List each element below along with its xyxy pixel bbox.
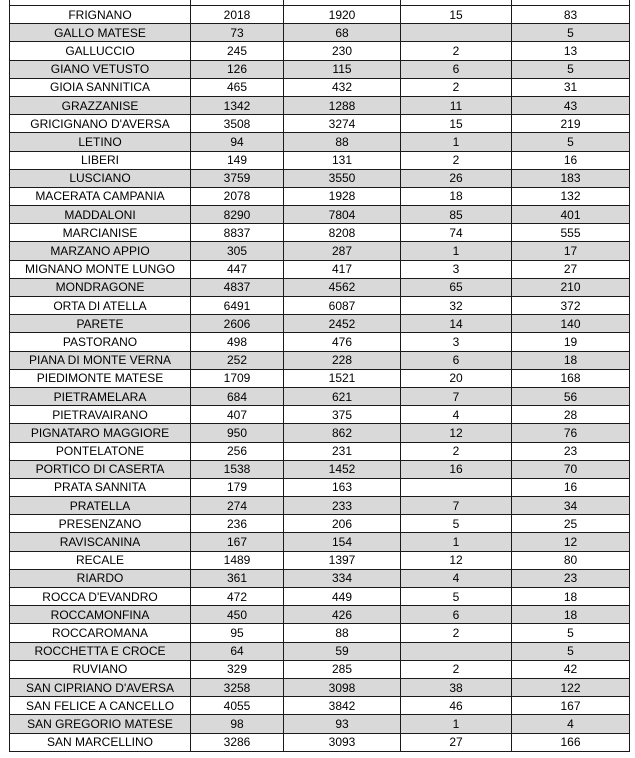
value-cell-4: 42 xyxy=(512,660,630,678)
value-cell-4: 4 xyxy=(512,715,630,733)
municipality-cell: RIARDO xyxy=(10,569,191,587)
table-row xyxy=(10,115,630,133)
value-cell-2: 233 xyxy=(284,497,401,515)
value-cell-2: 375 xyxy=(284,406,401,424)
table-row xyxy=(10,533,630,551)
table-row xyxy=(10,478,630,496)
value-cell-4: 17 xyxy=(512,242,630,260)
value-cell-4: 166 xyxy=(512,733,630,751)
value-cell-4: 18 xyxy=(512,606,630,624)
table-row xyxy=(10,515,630,533)
value-cell-2: 1288 xyxy=(284,96,401,114)
value-cell-1: 329 xyxy=(191,660,284,678)
value-cell-3: 85 xyxy=(401,206,512,224)
municipality-cell: MONDRAGONE xyxy=(10,278,191,296)
municipality-cell: RAVISCANINA xyxy=(10,533,191,551)
value-cell-2: 432 xyxy=(284,78,401,96)
table-row xyxy=(10,460,630,478)
value-cell-4: 43 xyxy=(512,96,630,114)
value-cell-1: 274 xyxy=(191,497,284,515)
value-cell-2: 6087 xyxy=(284,297,401,315)
municipality-cell: SAN GREGORIO MATESE xyxy=(10,715,191,733)
table-row xyxy=(10,351,630,369)
municipality-cell: LIBERI xyxy=(10,151,191,169)
municipality-cell: RECALE xyxy=(10,551,191,569)
value-cell-4: 5 xyxy=(512,133,630,151)
value-cell-1: 179 xyxy=(191,478,284,496)
value-cell-3: 5 xyxy=(401,588,512,606)
value-cell-3: 1 xyxy=(401,533,512,551)
value-cell-3: 2 xyxy=(401,660,512,678)
municipality-cell: ROCCAMONFINA xyxy=(10,606,191,624)
table-row xyxy=(10,242,630,260)
value-cell-3: 11 xyxy=(401,96,512,114)
table-row xyxy=(10,588,630,606)
municipality-cell: ROCCA D'EVANDRO xyxy=(10,588,191,606)
table-row xyxy=(10,315,630,333)
municipality-cell: PIGNATARO MAGGIORE xyxy=(10,424,191,442)
table-row xyxy=(10,78,630,96)
value-cell-3: 7 xyxy=(401,387,512,405)
value-cell-1: 447 xyxy=(191,260,284,278)
value-cell-2: 287 xyxy=(284,242,401,260)
value-cell-3: 32 xyxy=(401,297,512,315)
table-row xyxy=(10,697,630,715)
value-cell-1: 167 xyxy=(191,533,284,551)
value-cell-4: 70 xyxy=(512,460,630,478)
value-cell-4: 31 xyxy=(512,78,630,96)
value-cell-2: 59 xyxy=(284,642,401,660)
value-cell-1: 465 xyxy=(191,78,284,96)
value-cell-3: 26 xyxy=(401,169,512,187)
value-cell-1: 256 xyxy=(191,442,284,460)
value-cell-3: 12 xyxy=(401,551,512,569)
value-cell-2: 3550 xyxy=(284,169,401,187)
value-cell-2: 8208 xyxy=(284,224,401,242)
municipality-cell: LUSCIANO xyxy=(10,169,191,187)
value-cell-1: 450 xyxy=(191,606,284,624)
value-cell-3: 2 xyxy=(401,78,512,96)
value-cell-3: 2 xyxy=(401,151,512,169)
value-cell-3: 3 xyxy=(401,260,512,278)
value-cell-3: 7 xyxy=(401,497,512,515)
value-cell-4: 19 xyxy=(512,333,630,351)
value-cell-4: 5 xyxy=(512,624,630,642)
value-cell-1: 305 xyxy=(191,242,284,260)
value-cell-3: 27 xyxy=(401,733,512,751)
municipality-cell: SAN MARCELLINO xyxy=(10,733,191,751)
value-cell-4: 34 xyxy=(512,497,630,515)
table-row xyxy=(10,260,630,278)
value-cell-3: 2 xyxy=(401,624,512,642)
table-row xyxy=(10,169,630,187)
value-cell-1: 2606 xyxy=(191,315,284,333)
table-row xyxy=(10,42,630,60)
municipality-cell: GALLUCCIO xyxy=(10,42,191,60)
value-cell-1: 472 xyxy=(191,588,284,606)
table-row xyxy=(10,187,630,205)
table-row xyxy=(10,678,630,696)
value-cell-2: 426 xyxy=(284,606,401,624)
value-cell-1: 3258 xyxy=(191,678,284,696)
value-cell-4: 25 xyxy=(512,515,630,533)
value-cell-1: 64 xyxy=(191,642,284,660)
municipality-cell: MARZANO APPIO xyxy=(10,242,191,260)
municipality-cell: PASTORANO xyxy=(10,333,191,351)
municipality-cell: ORTA DI ATELLA xyxy=(10,297,191,315)
value-cell-4: 12 xyxy=(512,533,630,551)
value-cell-2: 1928 xyxy=(284,187,401,205)
value-cell-1: 8837 xyxy=(191,224,284,242)
value-cell-3: 15 xyxy=(401,115,512,133)
value-cell-1: 1538 xyxy=(191,460,284,478)
municipality-cell: MADDALONI xyxy=(10,206,191,224)
value-cell-2: 621 xyxy=(284,387,401,405)
value-cell-3: 6 xyxy=(401,351,512,369)
municipality-cell: PIEDIMONTE MATESE xyxy=(10,369,191,387)
value-cell-4: 56 xyxy=(512,387,630,405)
value-cell-2: 3098 xyxy=(284,678,401,696)
value-cell-2: 1920 xyxy=(284,6,401,24)
table-row xyxy=(10,96,630,114)
value-cell-4: 132 xyxy=(512,187,630,205)
value-cell-1: 8290 xyxy=(191,206,284,224)
value-cell-2: 3274 xyxy=(284,115,401,133)
value-cell-1: 2018 xyxy=(191,6,284,24)
municipality-cell: ROCCHETTA E CROCE xyxy=(10,642,191,660)
municipality-data-table xyxy=(9,0,630,752)
municipality-cell: PIETRAMELARA xyxy=(10,387,191,405)
value-cell-3: 1 xyxy=(401,133,512,151)
value-cell-4: 18 xyxy=(512,351,630,369)
value-cell-1: 407 xyxy=(191,406,284,424)
value-cell-4: 219 xyxy=(512,115,630,133)
value-cell-3: 3 xyxy=(401,333,512,351)
value-cell-3: 4 xyxy=(401,406,512,424)
value-cell-4: 555 xyxy=(512,224,630,242)
value-cell-1: 684 xyxy=(191,387,284,405)
table-row xyxy=(10,715,630,733)
value-cell-2: 334 xyxy=(284,569,401,587)
value-cell-4: 5 xyxy=(512,642,630,660)
value-cell-3: 12 xyxy=(401,424,512,442)
municipality-cell: GRAZZANISE xyxy=(10,96,191,114)
value-cell-1: 6491 xyxy=(191,297,284,315)
value-cell-3: 6 xyxy=(401,606,512,624)
value-cell-4: 168 xyxy=(512,369,630,387)
table-row xyxy=(10,406,630,424)
value-cell-4: 23 xyxy=(512,569,630,587)
spreadsheet-view xyxy=(9,0,629,752)
value-cell-3: 1 xyxy=(401,715,512,733)
value-cell-1: 98 xyxy=(191,715,284,733)
value-cell-2: 285 xyxy=(284,660,401,678)
municipality-cell: GIOIA SANNITICA xyxy=(10,78,191,96)
value-cell-3: 16 xyxy=(401,460,512,478)
value-cell-2: 2452 xyxy=(284,315,401,333)
value-cell-2: 1397 xyxy=(284,551,401,569)
value-cell-2: 88 xyxy=(284,624,401,642)
municipality-cell: GALLO MATESE xyxy=(10,24,191,42)
municipality-cell: SAN CIPRIANO D'AVERSA xyxy=(10,678,191,696)
value-cell-2: 476 xyxy=(284,333,401,351)
value-cell-1: 3759 xyxy=(191,169,284,187)
value-cell-2: 3093 xyxy=(284,733,401,751)
municipality-cell: PIETRAVAIRANO xyxy=(10,406,191,424)
value-cell-3: 4 xyxy=(401,569,512,587)
value-cell-3: 46 xyxy=(401,697,512,715)
value-cell-2: 417 xyxy=(284,260,401,278)
value-cell-2: 88 xyxy=(284,133,401,151)
table-row xyxy=(10,6,630,24)
value-cell-1: 1342 xyxy=(191,96,284,114)
value-cell-4: 83 xyxy=(512,6,630,24)
value-cell-1: 4837 xyxy=(191,278,284,296)
value-cell-1: 950 xyxy=(191,424,284,442)
value-cell-1: 252 xyxy=(191,351,284,369)
value-cell-4: 18 xyxy=(512,588,630,606)
table-row xyxy=(10,278,630,296)
value-cell-3 xyxy=(401,478,512,496)
value-cell-3: 38 xyxy=(401,678,512,696)
value-cell-4: 27 xyxy=(512,260,630,278)
table-body xyxy=(10,0,630,751)
value-cell-4: 167 xyxy=(512,697,630,715)
value-cell-3 xyxy=(401,642,512,660)
table-row xyxy=(10,733,630,751)
municipality-cell: FRIGNANO xyxy=(10,6,191,24)
table-row xyxy=(10,224,630,242)
table-row xyxy=(10,551,630,569)
table-row xyxy=(10,151,630,169)
value-cell-3: 2 xyxy=(401,442,512,460)
value-cell-2: 230 xyxy=(284,42,401,60)
value-cell-3: 2 xyxy=(401,42,512,60)
municipality-cell: PONTELATONE xyxy=(10,442,191,460)
value-cell-2: 228 xyxy=(284,351,401,369)
table-row xyxy=(10,333,630,351)
table-row xyxy=(10,642,630,660)
value-cell-2: 3842 xyxy=(284,697,401,715)
municipality-cell: PRATELLA xyxy=(10,497,191,515)
municipality-cell: RUVIANO xyxy=(10,660,191,678)
value-cell-3: 1 xyxy=(401,242,512,260)
table-row xyxy=(10,442,630,460)
value-cell-1: 3286 xyxy=(191,733,284,751)
value-cell-2: 862 xyxy=(284,424,401,442)
municipality-cell: SAN FELICE A CANCELLO xyxy=(10,697,191,715)
municipality-cell: PARETE xyxy=(10,315,191,333)
value-cell-3: 6 xyxy=(401,60,512,78)
table-row xyxy=(10,660,630,678)
value-cell-1: 94 xyxy=(191,133,284,151)
value-cell-4: 122 xyxy=(512,678,630,696)
table-row xyxy=(10,133,630,151)
value-cell-4: 13 xyxy=(512,42,630,60)
table-row xyxy=(10,369,630,387)
value-cell-2: 163 xyxy=(284,478,401,496)
table-row xyxy=(10,24,630,42)
table-row xyxy=(10,60,630,78)
value-cell-1: 3508 xyxy=(191,115,284,133)
value-cell-1: 1489 xyxy=(191,551,284,569)
value-cell-3: 14 xyxy=(401,315,512,333)
value-cell-2: 68 xyxy=(284,24,401,42)
value-cell-1: 126 xyxy=(191,60,284,78)
value-cell-2: 1521 xyxy=(284,369,401,387)
value-cell-2: 154 xyxy=(284,533,401,551)
municipality-cell: GIANO VETUSTO xyxy=(10,60,191,78)
value-cell-2: 4562 xyxy=(284,278,401,296)
value-cell-4: 401 xyxy=(512,206,630,224)
value-cell-1: 4055 xyxy=(191,697,284,715)
value-cell-1: 149 xyxy=(191,151,284,169)
value-cell-2: 7804 xyxy=(284,206,401,224)
municipality-cell: ROCCAROMANA xyxy=(10,624,191,642)
municipality-cell: PIANA DI MONTE VERNA xyxy=(10,351,191,369)
municipality-cell: MARCIANISE xyxy=(10,224,191,242)
municipality-cell: PORTICO DI CASERTA xyxy=(10,460,191,478)
value-cell-2: 449 xyxy=(284,588,401,606)
municipality-cell: PRATA SANNITA xyxy=(10,478,191,496)
value-cell-3: 65 xyxy=(401,278,512,296)
value-cell-2: 131 xyxy=(284,151,401,169)
table-row xyxy=(10,387,630,405)
value-cell-3: 74 xyxy=(401,224,512,242)
value-cell-4: 5 xyxy=(512,60,630,78)
value-cell-1: 236 xyxy=(191,515,284,533)
value-cell-4: 28 xyxy=(512,406,630,424)
value-cell-2: 1452 xyxy=(284,460,401,478)
table-row xyxy=(10,424,630,442)
value-cell-2: 93 xyxy=(284,715,401,733)
value-cell-4: 5 xyxy=(512,24,630,42)
table-row xyxy=(10,624,630,642)
value-cell-1: 245 xyxy=(191,42,284,60)
municipality-cell: PRESENZANO xyxy=(10,515,191,533)
value-cell-4: 16 xyxy=(512,151,630,169)
value-cell-2: 206 xyxy=(284,515,401,533)
value-cell-1: 73 xyxy=(191,24,284,42)
municipality-cell: MIGNANO MONTE LUNGO xyxy=(10,260,191,278)
value-cell-3: 15 xyxy=(401,6,512,24)
municipality-cell: GRICIGNANO D'AVERSA xyxy=(10,115,191,133)
value-cell-1: 1709 xyxy=(191,369,284,387)
value-cell-4: 372 xyxy=(512,297,630,315)
value-cell-1: 95 xyxy=(191,624,284,642)
value-cell-4: 76 xyxy=(512,424,630,442)
value-cell-3 xyxy=(401,24,512,42)
value-cell-2: 231 xyxy=(284,442,401,460)
municipality-cell: LETINO xyxy=(10,133,191,151)
value-cell-3: 20 xyxy=(401,369,512,387)
value-cell-1: 361 xyxy=(191,569,284,587)
table-row xyxy=(10,606,630,624)
value-cell-4: 210 xyxy=(512,278,630,296)
value-cell-4: 80 xyxy=(512,551,630,569)
value-cell-3: 18 xyxy=(401,187,512,205)
value-cell-4: 16 xyxy=(512,478,630,496)
value-cell-1: 498 xyxy=(191,333,284,351)
value-cell-4: 140 xyxy=(512,315,630,333)
value-cell-4: 183 xyxy=(512,169,630,187)
value-cell-2: 115 xyxy=(284,60,401,78)
value-cell-3: 5 xyxy=(401,515,512,533)
value-cell-1: 2078 xyxy=(191,187,284,205)
table-row xyxy=(10,297,630,315)
value-cell-4: 23 xyxy=(512,442,630,460)
table-row xyxy=(10,497,630,515)
municipality-cell: MACERATA CAMPANIA xyxy=(10,187,191,205)
table-row xyxy=(10,206,630,224)
table-row xyxy=(10,569,630,587)
